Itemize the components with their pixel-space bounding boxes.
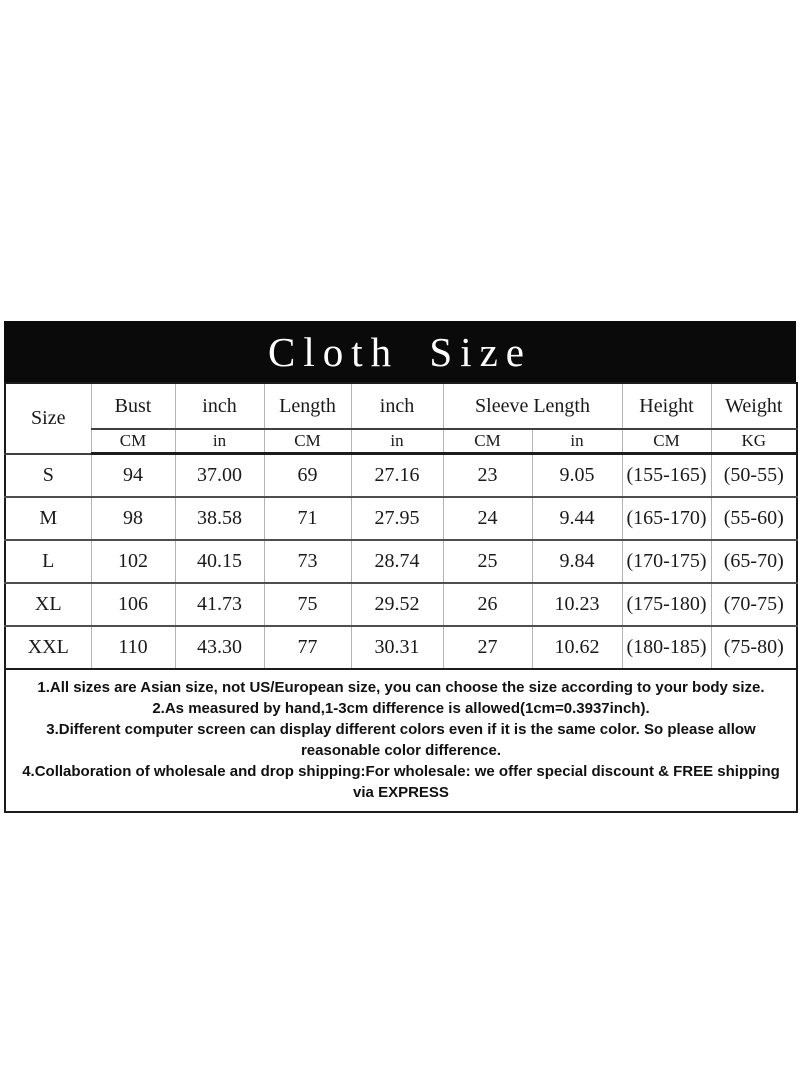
size-chart (4, 321, 796, 813)
size-chart-table (4, 382, 798, 813)
cell-bust-in: 38.58 (175, 497, 264, 540)
unit-sleeve-cm: CM (443, 429, 532, 454)
cell-length-cm: 69 (264, 454, 351, 498)
unit-bust-in: in (175, 429, 264, 454)
header-row (5, 383, 797, 429)
cell-length-in: 30.31 (351, 626, 443, 669)
cell-length-in: 29.52 (351, 583, 443, 626)
cell-bust-in: 37.00 (175, 454, 264, 498)
notes-row (5, 669, 797, 812)
unit-length-cm: CM (264, 429, 351, 454)
cell-length-cm: 77 (264, 626, 351, 669)
cell-sleeve-cm: 26 (443, 583, 532, 626)
cell-bust-in: 40.15 (175, 540, 264, 583)
table-row-m (5, 497, 797, 540)
cell-sleeve-cm: 23 (443, 454, 532, 498)
column-header-length-inch: inch (351, 383, 443, 429)
cell-bust-in: 43.30 (175, 626, 264, 669)
cell-length-in: 28.74 (351, 540, 443, 583)
column-header-length: Length (264, 383, 351, 429)
cell-sleeve-in: 9.84 (532, 540, 622, 583)
cell-size: M (5, 497, 91, 540)
cell-height: (155-165) (622, 454, 711, 498)
cell-bust-in: 41.73 (175, 583, 264, 626)
table-row-xl (5, 583, 797, 626)
cell-height: (175-180) (622, 583, 711, 626)
cell-sleeve-in: 9.05 (532, 454, 622, 498)
cell-size: XXL (5, 626, 91, 669)
table-row-s (5, 454, 797, 498)
table-row-l (5, 540, 797, 583)
cell-bust-cm: 102 (91, 540, 175, 583)
cell-bust-cm: 110 (91, 626, 175, 669)
cell-weight: (65-70) (711, 540, 797, 583)
cell-sleeve-in: 10.23 (532, 583, 622, 626)
cell-length-in: 27.16 (351, 454, 443, 498)
cell-weight: (50-55) (711, 454, 797, 498)
cell-size: L (5, 540, 91, 583)
cell-weight: (75-80) (711, 626, 797, 669)
unit-sleeve-in: in (532, 429, 622, 454)
cell-height: (180-185) (622, 626, 711, 669)
column-header-sleeve-length: Sleeve Length (443, 383, 622, 429)
cell-sleeve-in: 10.62 (532, 626, 622, 669)
cell-bust-cm: 94 (91, 454, 175, 498)
note-line-4: 4.Collaboration of wholesale and drop shipping:For wholesale: we offer special discount & FREE shipping via EXPRESS (22, 763, 780, 801)
cell-size: S (5, 454, 91, 498)
cell-length-cm: 75 (264, 583, 351, 626)
cell-height: (165-170) (622, 497, 711, 540)
unit-weight-kg: KG (711, 429, 797, 454)
note-line-1: 1.All sizes are Asian size, not US/European size, you can choose the size according to your body size. (37, 679, 765, 696)
cell-length-in: 27.95 (351, 497, 443, 540)
cell-bust-cm: 106 (91, 583, 175, 626)
cell-length-cm: 73 (264, 540, 351, 583)
unit-height-cm: CM (622, 429, 711, 454)
column-header-size: Size (5, 383, 91, 454)
unit-bust-cm: CM (91, 429, 175, 454)
notes-block (12, 677, 790, 803)
note-line-2: 2.As measured by hand,1-3cm difference is allowed(1cm=0.3937inch). (152, 700, 650, 717)
cell-sleeve-cm: 27 (443, 626, 532, 669)
cell-height: (170-175) (622, 540, 711, 583)
column-header-weight: Weight (711, 383, 797, 429)
column-header-height: Height (622, 383, 711, 429)
cell-weight: (70-75) (711, 583, 797, 626)
cell-sleeve-in: 9.44 (532, 497, 622, 540)
table-row-xxl (5, 626, 797, 669)
cell-bust-cm: 98 (91, 497, 175, 540)
size-chart-title: Cloth Size (268, 328, 532, 375)
cell-sleeve-cm: 24 (443, 497, 532, 540)
cell-size: XL (5, 583, 91, 626)
size-chart-title-bar (4, 321, 796, 382)
units-row (5, 429, 797, 454)
column-header-bust: Bust (91, 383, 175, 429)
note-line-3: 3.Different computer screen can display different colors even if it is the same color. So please allow reasonable color difference. (46, 721, 756, 759)
column-header-bust-inch: inch (175, 383, 264, 429)
cell-length-cm: 71 (264, 497, 351, 540)
cell-weight: (55-60) (711, 497, 797, 540)
unit-length-in: in (351, 429, 443, 454)
cell-sleeve-cm: 25 (443, 540, 532, 583)
